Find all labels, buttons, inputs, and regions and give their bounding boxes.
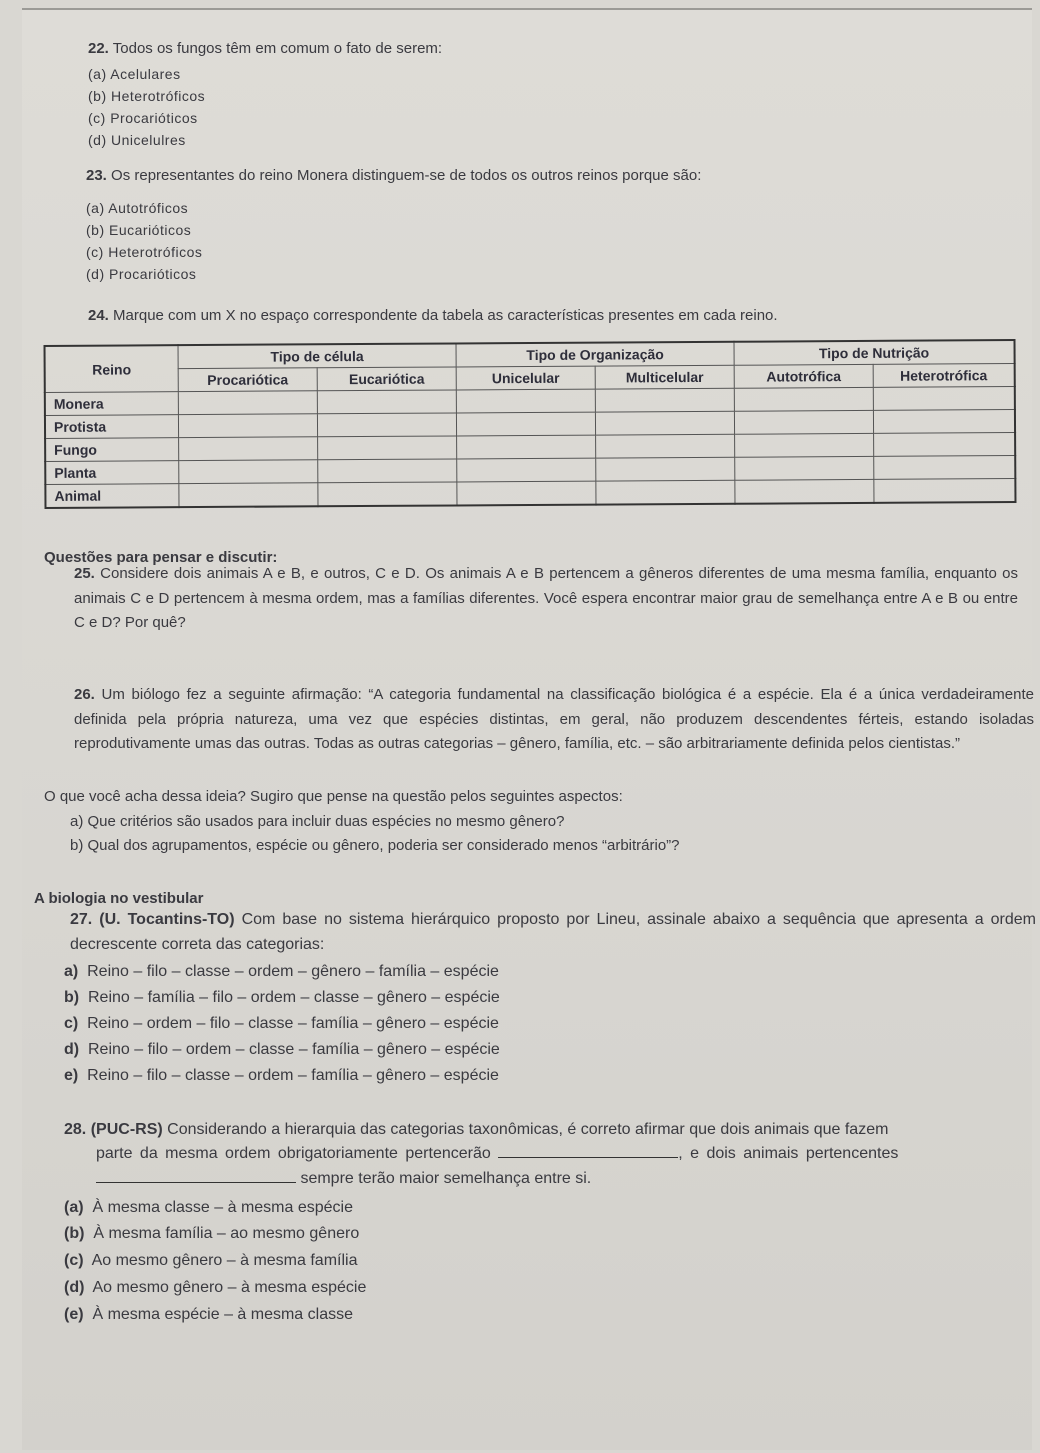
question-25-text: Considere dois animais A e B, e outros, C e D. Os animais A e B pertencem a gêneros diferentes de uma mesma família, enquanto os animais C e D pertencem à mesma ordem, mas a famílias diferentes. Você espera encontrar maior grau de semelhança entre A e B ou entre C e D? Por quê? (74, 565, 1018, 631)
option-letter: (e) (64, 1306, 84, 1323)
table-header-reino: Reino (45, 345, 179, 392)
answer-blank-2[interactable] (96, 1168, 296, 1183)
option-text: Ao mesmo gênero – à mesma espécie (92, 1279, 367, 1296)
option-text: Ao mesmo gênero – à mesma família (91, 1252, 358, 1269)
question-23-number: 23. (86, 167, 107, 184)
answer-blank-1[interactable] (498, 1143, 678, 1158)
option-text: Reino – filo – classe – ordem – família – gênero – espécie (87, 1067, 499, 1084)
question-28-text-2a: parte da mesma ordem obrigatoriamente pertencerão (96, 1145, 491, 1162)
table-cell[interactable] (457, 435, 596, 459)
question-27-option-c (64, 1013, 499, 1035)
table-cell[interactable] (596, 457, 735, 481)
question-28-source: (PUC-RS) (90, 1121, 163, 1138)
option-text: À mesma espécie – à mesma classe (92, 1306, 353, 1323)
table-cell[interactable] (456, 389, 595, 413)
table-cell[interactable] (457, 458, 596, 482)
question-24 (88, 305, 778, 327)
question-23-option-d: (d) Procarióticos (86, 266, 197, 282)
option-letter: (c) (64, 1252, 84, 1269)
table-cell[interactable] (456, 412, 595, 436)
table-subheader-unicelular: Unicelular (456, 366, 595, 390)
table-cell[interactable] (178, 391, 317, 415)
table-cell[interactable] (735, 433, 874, 457)
table-cell[interactable] (318, 482, 457, 506)
question-28-line-3 (96, 1168, 591, 1190)
table-subheader-procariotica: Procariótica (178, 368, 317, 392)
option-text: Reino – ordem – filo – classe – família – gênero – espécie (87, 1015, 499, 1032)
section-heading-vestibular: A biologia no vestibular (34, 890, 204, 907)
table-subheader-autotrofica: Autotrófica (734, 364, 873, 388)
question-26-follow: O que você acha dessa ideia? Sugiro que pense na questão pelos seguintes aspectos: (44, 788, 623, 805)
option-text: Reino – filo – classe – ordem – gênero – família – espécie (87, 963, 499, 980)
table-header-tipo-nutricao: Tipo de Nutrição (734, 340, 1015, 365)
table-cell[interactable] (596, 480, 735, 504)
table-row-label: Animal (45, 484, 179, 508)
question-26-text: Um biólogo fez a seguinte afirmação: “A categoria fundamental na classificação biológica é a espécie. Ela é a única verdadeiramente definida pela própria natureza, uma vez que espécies distintas, em geral, não produzem descendentes férteis, estando isoladas reprodutivamente umas das outras. Todas as outras categorias – gênero, família, etc. – são arbitrariamente definida pelos cientistas.” (74, 686, 1034, 752)
table-cell[interactable] (874, 456, 1016, 480)
table-row-label: Protista (45, 415, 179, 439)
table-cell[interactable] (179, 437, 318, 461)
table-cell[interactable] (734, 410, 873, 434)
question-26-number: 26. (74, 686, 95, 703)
option-letter: c) (64, 1015, 79, 1032)
table-cell[interactable] (457, 481, 596, 505)
question-28-option-a (64, 1197, 353, 1219)
question-28-text-3: sempre terão maior semelhança entre si. (300, 1170, 592, 1187)
table-cell[interactable] (318, 459, 457, 483)
question-28-option-b (64, 1223, 359, 1245)
option-text: Reino – família – filo – ordem – classe – gênero – espécie (88, 989, 500, 1006)
question-28-line-1 (64, 1119, 888, 1141)
question-27-text: Com base no sistema hierárquico proposto por Lineu, assinale abaixo a sequência que apresenta a ordem decrescente correta das categorias: (70, 911, 1036, 953)
question-27-option-e (64, 1065, 499, 1087)
table-subheader-multicelular: Multicelular (595, 365, 734, 389)
question-27 (70, 908, 1036, 957)
table-row-animal (45, 479, 1015, 508)
question-23-text: Os representantes do reino Monera distinguem-se de todos os outros reinos porque são: (111, 167, 702, 184)
option-letter: (a) (64, 1199, 84, 1216)
question-23 (86, 165, 701, 187)
question-26-item-a: a) Que critérios são usados para incluir duas espécies no mesmo gênero? (70, 813, 565, 830)
question-28-text-2b: , e dois animais pertencentes (678, 1145, 899, 1162)
question-24-number: 24. (88, 307, 109, 324)
table-cell[interactable] (874, 479, 1016, 503)
question-26 (74, 683, 1034, 757)
option-letter: d) (64, 1041, 80, 1058)
question-26-item-b: b) Qual dos agrupamentos, espécie ou gênero, poderia ser considerado menos “arbitrário”? (70, 837, 680, 854)
question-23-option-a: (a) Autotróficos (86, 200, 189, 216)
option-text: À mesma classe – à mesma espécie (92, 1199, 353, 1216)
table-cell[interactable] (735, 456, 874, 480)
question-28-number: 28. (64, 1121, 87, 1138)
option-letter: b) (64, 989, 80, 1006)
table-cell[interactable] (734, 387, 873, 411)
question-24-text: Marque com um X no espaço correspondente da tabela as características presentes em cada reino. (113, 307, 778, 324)
kingdom-characteristics-table (44, 339, 1017, 509)
table-cell[interactable] (595, 388, 734, 412)
option-text: À mesma família – ao mesmo gênero (93, 1225, 360, 1242)
question-28-line-2 (96, 1143, 898, 1165)
question-28-option-c (64, 1250, 357, 1272)
question-22-option-d: (d) Unicelulres (88, 132, 186, 148)
question-27-number: 27. (70, 911, 93, 928)
question-27-option-d (64, 1039, 500, 1061)
option-letter: (d) (64, 1279, 85, 1296)
table-cell[interactable] (318, 436, 457, 460)
table-cell[interactable] (873, 410, 1015, 434)
table-cell[interactable] (317, 413, 456, 437)
table-cell[interactable] (595, 411, 734, 435)
question-22-number: 22. (88, 40, 109, 57)
section-heading-discussion: Questões para pensar e discutir: (44, 549, 278, 566)
question-27-option-a (64, 961, 499, 983)
table-cell[interactable] (179, 460, 318, 484)
option-letter: a) (64, 963, 79, 980)
question-22-option-b: (b) Heterotróficos (88, 88, 206, 104)
question-27-option-b (64, 987, 500, 1009)
table-row-label: Planta (45, 461, 179, 485)
question-22-text: Todos os fungos têm em comum o fato de serem: (112, 40, 443, 57)
question-22-option-a: (a) Acelulares (88, 66, 181, 82)
question-28-text-1: Considerando a hierarquia das categorias taxonômicas, é correto afirmar que dois animais que fazem (167, 1121, 889, 1138)
table-header-tipo-celula: Tipo de célula (178, 343, 456, 368)
table-cell[interactable] (735, 479, 874, 503)
option-text: Reino – filo – ordem – classe – família – gênero – espécie (88, 1041, 500, 1058)
table-cell[interactable] (596, 434, 735, 458)
question-27-source: (U. Tocantins-TO) (99, 911, 235, 928)
table-subheader-eucariotica: Eucariótica (317, 367, 456, 391)
table-cell[interactable] (873, 387, 1015, 411)
table-row-label: Monera (45, 392, 179, 416)
question-23-option-c: (c) Heterotróficos (86, 244, 203, 260)
table-header-tipo-organizacao: Tipo de Organização (456, 342, 734, 367)
question-25-number: 25. (74, 565, 95, 582)
question-22 (88, 38, 442, 60)
table-cell[interactable] (874, 433, 1016, 457)
table-subheader-heterotrofica: Heterotrófica (873, 364, 1015, 388)
table-cell[interactable] (317, 390, 456, 414)
table-cell[interactable] (178, 414, 317, 438)
question-25 (74, 562, 1018, 636)
question-28-option-d (64, 1277, 366, 1299)
table-cell[interactable] (179, 483, 318, 507)
question-22-option-c: (c) Procarióticos (88, 110, 198, 126)
option-letter: (b) (64, 1225, 85, 1242)
question-23-option-b: (b) Eucarióticos (86, 222, 192, 238)
question-28-option-e (64, 1304, 353, 1326)
table-row-label: Fungo (45, 438, 179, 462)
option-letter: e) (64, 1067, 79, 1084)
